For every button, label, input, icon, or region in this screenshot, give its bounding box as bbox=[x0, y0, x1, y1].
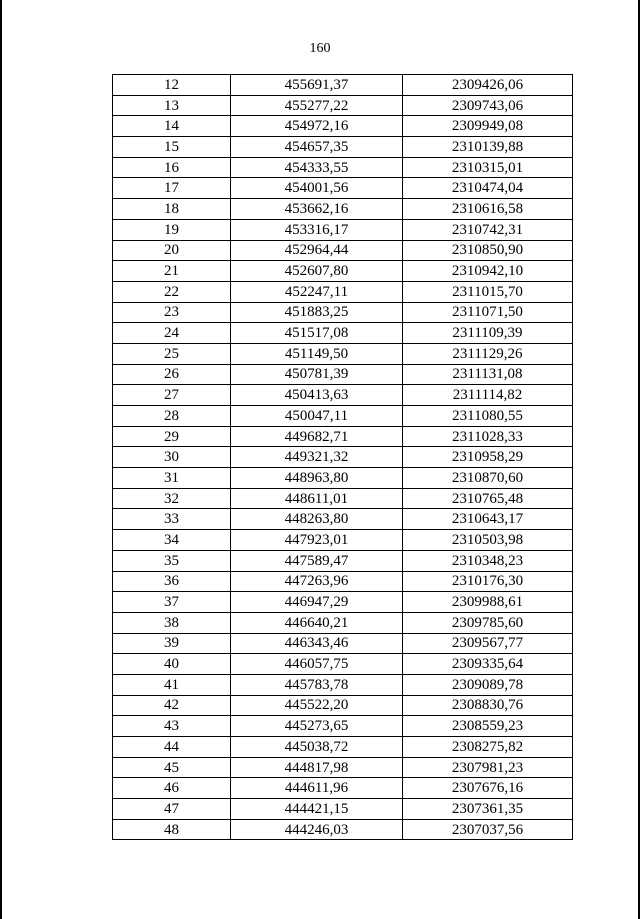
x-coordinate-cell: 448611,01 bbox=[231, 488, 403, 509]
table-row bbox=[113, 323, 573, 344]
x-coordinate-cell: 444421,15 bbox=[231, 799, 403, 820]
point-number-cell: 23 bbox=[113, 302, 231, 323]
table-row bbox=[113, 509, 573, 530]
table-row bbox=[113, 633, 573, 654]
x-coordinate-cell: 452247,11 bbox=[231, 281, 403, 302]
table-row bbox=[113, 737, 573, 758]
x-coordinate-cell: 453662,16 bbox=[231, 199, 403, 220]
table-row bbox=[113, 75, 573, 96]
x-coordinate-cell: 451517,08 bbox=[231, 323, 403, 344]
table-row bbox=[113, 343, 573, 364]
x-coordinate-cell: 450047,11 bbox=[231, 406, 403, 427]
y-coordinate-cell: 2310176,30 bbox=[403, 571, 573, 592]
table-row bbox=[113, 178, 573, 199]
y-coordinate-cell: 2309785,60 bbox=[403, 612, 573, 633]
x-coordinate-cell: 450781,39 bbox=[231, 364, 403, 385]
y-coordinate-cell: 2311028,33 bbox=[403, 426, 573, 447]
y-coordinate-cell: 2309567,77 bbox=[403, 633, 573, 654]
point-number-cell: 26 bbox=[113, 364, 231, 385]
x-coordinate-cell: 445038,72 bbox=[231, 737, 403, 758]
table-row bbox=[113, 219, 573, 240]
coordinates-table bbox=[112, 74, 573, 840]
table-row bbox=[113, 592, 573, 613]
y-coordinate-cell: 2310474,04 bbox=[403, 178, 573, 199]
table-row bbox=[113, 654, 573, 675]
x-coordinate-cell: 444246,03 bbox=[231, 819, 403, 840]
x-coordinate-cell: 448963,80 bbox=[231, 468, 403, 489]
y-coordinate-cell: 2310348,23 bbox=[403, 550, 573, 571]
point-number-cell: 14 bbox=[113, 116, 231, 137]
point-number-cell: 12 bbox=[113, 75, 231, 96]
y-coordinate-cell: 2308559,23 bbox=[403, 716, 573, 737]
y-coordinate-cell: 2311129,26 bbox=[403, 343, 573, 364]
table-row bbox=[113, 530, 573, 551]
table-row bbox=[113, 137, 573, 158]
y-coordinate-cell: 2308830,76 bbox=[403, 695, 573, 716]
x-coordinate-cell: 447263,96 bbox=[231, 571, 403, 592]
table-row bbox=[113, 778, 573, 799]
point-number-cell: 39 bbox=[113, 633, 231, 654]
y-coordinate-cell: 2311015,70 bbox=[403, 281, 573, 302]
x-coordinate-cell: 454657,35 bbox=[231, 137, 403, 158]
coordinates-table-body bbox=[113, 75, 573, 840]
point-number-cell: 29 bbox=[113, 426, 231, 447]
point-number-cell: 33 bbox=[113, 509, 231, 530]
table-row bbox=[113, 488, 573, 509]
y-coordinate-cell: 2311114,82 bbox=[403, 385, 573, 406]
table-row bbox=[113, 695, 573, 716]
point-number-cell: 18 bbox=[113, 199, 231, 220]
y-coordinate-cell: 2310315,01 bbox=[403, 157, 573, 178]
x-coordinate-cell: 445783,78 bbox=[231, 674, 403, 695]
y-coordinate-cell: 2309949,08 bbox=[403, 116, 573, 137]
point-number-cell: 16 bbox=[113, 157, 231, 178]
point-number-cell: 43 bbox=[113, 716, 231, 737]
x-coordinate-cell: 444611,96 bbox=[231, 778, 403, 799]
point-number-cell: 34 bbox=[113, 530, 231, 551]
point-number-cell: 31 bbox=[113, 468, 231, 489]
table-row bbox=[113, 116, 573, 137]
x-coordinate-cell: 454001,56 bbox=[231, 178, 403, 199]
point-number-cell: 28 bbox=[113, 406, 231, 427]
point-number-cell: 27 bbox=[113, 385, 231, 406]
table-row bbox=[113, 95, 573, 116]
x-coordinate-cell: 454972,16 bbox=[231, 116, 403, 137]
y-coordinate-cell: 2308275,82 bbox=[403, 737, 573, 758]
y-coordinate-cell: 2310765,48 bbox=[403, 488, 573, 509]
table-row bbox=[113, 819, 573, 840]
y-coordinate-cell: 2310850,90 bbox=[403, 240, 573, 261]
x-coordinate-cell: 453316,17 bbox=[231, 219, 403, 240]
table-row bbox=[113, 281, 573, 302]
table-row bbox=[113, 716, 573, 737]
point-number-cell: 17 bbox=[113, 178, 231, 199]
table-row bbox=[113, 612, 573, 633]
y-coordinate-cell: 2310742,31 bbox=[403, 219, 573, 240]
y-coordinate-cell: 2311109,39 bbox=[403, 323, 573, 344]
point-number-cell: 48 bbox=[113, 819, 231, 840]
y-coordinate-cell: 2311131,08 bbox=[403, 364, 573, 385]
table-row bbox=[113, 199, 573, 220]
point-number-cell: 25 bbox=[113, 343, 231, 364]
y-coordinate-cell: 2307981,23 bbox=[403, 757, 573, 778]
table-row bbox=[113, 426, 573, 447]
y-coordinate-cell: 2310958,29 bbox=[403, 447, 573, 468]
point-number-cell: 13 bbox=[113, 95, 231, 116]
table-row bbox=[113, 364, 573, 385]
y-coordinate-cell: 2309089,78 bbox=[403, 674, 573, 695]
point-number-cell: 45 bbox=[113, 757, 231, 778]
x-coordinate-cell: 447923,01 bbox=[231, 530, 403, 551]
table-row bbox=[113, 674, 573, 695]
table-row bbox=[113, 302, 573, 323]
point-number-cell: 36 bbox=[113, 571, 231, 592]
x-coordinate-cell: 455277,22 bbox=[231, 95, 403, 116]
point-number-cell: 46 bbox=[113, 778, 231, 799]
table-row bbox=[113, 468, 573, 489]
y-coordinate-cell: 2309988,61 bbox=[403, 592, 573, 613]
point-number-cell: 47 bbox=[113, 799, 231, 820]
table-row bbox=[113, 261, 573, 282]
y-coordinate-cell: 2311080,55 bbox=[403, 406, 573, 427]
table-row bbox=[113, 447, 573, 468]
x-coordinate-cell: 447589,47 bbox=[231, 550, 403, 571]
x-coordinate-cell: 446343,46 bbox=[231, 633, 403, 654]
y-coordinate-cell: 2310503,98 bbox=[403, 530, 573, 551]
x-coordinate-cell: 446947,29 bbox=[231, 592, 403, 613]
point-number-cell: 44 bbox=[113, 737, 231, 758]
x-coordinate-cell: 455691,37 bbox=[231, 75, 403, 96]
point-number-cell: 22 bbox=[113, 281, 231, 302]
table-row bbox=[113, 385, 573, 406]
point-number-cell: 38 bbox=[113, 612, 231, 633]
table-row bbox=[113, 406, 573, 427]
x-coordinate-cell: 452964,44 bbox=[231, 240, 403, 261]
x-coordinate-cell: 445522,20 bbox=[231, 695, 403, 716]
y-coordinate-cell: 2309743,06 bbox=[403, 95, 573, 116]
x-coordinate-cell: 451883,25 bbox=[231, 302, 403, 323]
y-coordinate-cell: 2311071,50 bbox=[403, 302, 573, 323]
x-coordinate-cell: 450413,63 bbox=[231, 385, 403, 406]
y-coordinate-cell: 2310616,58 bbox=[403, 199, 573, 220]
table-row bbox=[113, 157, 573, 178]
point-number-cell: 32 bbox=[113, 488, 231, 509]
point-number-cell: 37 bbox=[113, 592, 231, 613]
x-coordinate-cell: 446640,21 bbox=[231, 612, 403, 633]
point-number-cell: 24 bbox=[113, 323, 231, 344]
point-number-cell: 35 bbox=[113, 550, 231, 571]
x-coordinate-cell: 445273,65 bbox=[231, 716, 403, 737]
table-row bbox=[113, 571, 573, 592]
x-coordinate-cell: 451149,50 bbox=[231, 343, 403, 364]
table-row bbox=[113, 799, 573, 820]
y-coordinate-cell: 2307676,16 bbox=[403, 778, 573, 799]
y-coordinate-cell: 2310942,10 bbox=[403, 261, 573, 282]
x-coordinate-cell: 446057,75 bbox=[231, 654, 403, 675]
y-coordinate-cell: 2309335,64 bbox=[403, 654, 573, 675]
x-coordinate-cell: 449682,71 bbox=[231, 426, 403, 447]
table-row bbox=[113, 240, 573, 261]
x-coordinate-cell: 444817,98 bbox=[231, 757, 403, 778]
page-number: 160 bbox=[309, 41, 331, 56]
table-row bbox=[113, 550, 573, 571]
x-coordinate-cell: 452607,80 bbox=[231, 261, 403, 282]
point-number-cell: 42 bbox=[113, 695, 231, 716]
point-number-cell: 21 bbox=[113, 261, 231, 282]
point-number-cell: 30 bbox=[113, 447, 231, 468]
table-row bbox=[113, 757, 573, 778]
x-coordinate-cell: 449321,32 bbox=[231, 447, 403, 468]
point-number-cell: 40 bbox=[113, 654, 231, 675]
y-coordinate-cell: 2310139,88 bbox=[403, 137, 573, 158]
point-number-cell: 20 bbox=[113, 240, 231, 261]
x-coordinate-cell: 454333,55 bbox=[231, 157, 403, 178]
y-coordinate-cell: 2307361,35 bbox=[403, 799, 573, 820]
y-coordinate-cell: 2307037,56 bbox=[403, 819, 573, 840]
y-coordinate-cell: 2310870,60 bbox=[403, 468, 573, 489]
y-coordinate-cell: 2309426,06 bbox=[403, 75, 573, 96]
y-coordinate-cell: 2310643,17 bbox=[403, 509, 573, 530]
x-coordinate-cell: 448263,80 bbox=[231, 509, 403, 530]
point-number-cell: 19 bbox=[113, 219, 231, 240]
point-number-cell: 15 bbox=[113, 137, 231, 158]
point-number-cell: 41 bbox=[113, 674, 231, 695]
